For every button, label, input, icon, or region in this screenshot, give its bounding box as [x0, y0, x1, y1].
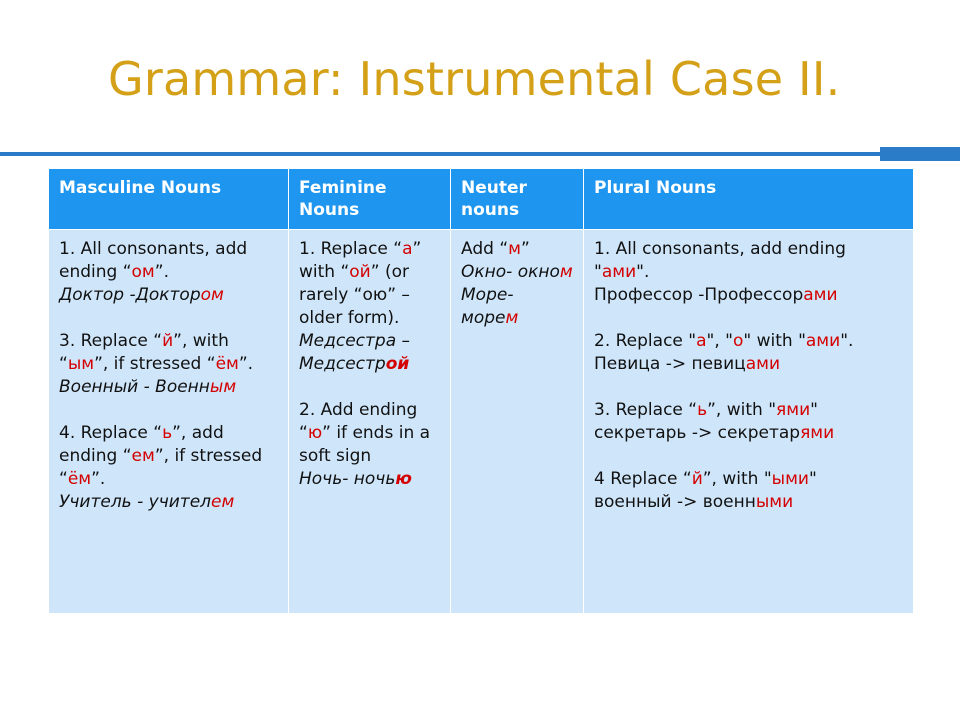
- plural-rule-4: 4 Replace “й”, with "ыми": [594, 469, 817, 489]
- plural-example-2: Певица -> певицами: [594, 354, 780, 374]
- slide-title: Grammar: Instrumental Case II.: [108, 52, 841, 106]
- neuter-example-1: Окно- окном: [461, 262, 573, 282]
- grammar-table: [48, 168, 914, 614]
- cell-feminine: [289, 230, 451, 614]
- cell-neuter: [451, 230, 584, 614]
- plural-example-4: военный -> военными: [594, 492, 794, 512]
- table-row: [49, 230, 914, 614]
- plural-example-3: секретарь -> секретарями: [594, 423, 835, 443]
- neuter-example-2: Море- морем: [461, 285, 519, 328]
- masculine-example-4: Учитель - учителем: [59, 492, 235, 512]
- header-feminine: Feminine Nouns: [289, 169, 451, 230]
- header-plural: Plural Nouns: [584, 169, 914, 230]
- header-masculine: Masculine Nouns: [49, 169, 289, 230]
- cell-masculine: [49, 230, 289, 614]
- neuter-rule-1: Add “м”: [461, 239, 530, 259]
- masculine-rule-3: 3. Replace “й”, with “ым”, if stressed “ём”.: [59, 331, 254, 374]
- accent-band-thin: [0, 152, 880, 156]
- accent-band-thick: [880, 147, 960, 161]
- masculine-rule-4: 4. Replace “ь”, add ending “ем”, if stressed “ём”.: [59, 423, 263, 489]
- header-neuter: Neuter nouns: [451, 169, 584, 230]
- header-row: [49, 169, 914, 230]
- masculine-example-3: Военный - Военным: [59, 377, 237, 397]
- feminine-rule-2: 2. Add ending “ю” if ends in a soft sign: [299, 400, 431, 466]
- plural-example-1: Профессор -Профессорами: [594, 285, 838, 305]
- plural-rule-1: 1. All consonants, add ending "ами".: [594, 239, 846, 282]
- plural-rule-2: 2. Replace "а", "о" with "ами".: [594, 331, 854, 351]
- cell-plural: [584, 230, 914, 614]
- feminine-example-1: Медсестра – Медсестрой: [299, 331, 411, 374]
- masculine-rule-1: 1. All consonants, add ending “ом”.: [59, 239, 248, 282]
- feminine-rule-1: 1. Replace “а” with “ой” (or rarely “ою” – older form).: [299, 239, 422, 328]
- masculine-example-1: Доктор -Доктором: [59, 285, 224, 305]
- plural-rule-3: 3. Replace “ь”, with "ями": [594, 400, 818, 420]
- feminine-example-2: Ночь- ночью: [299, 469, 412, 489]
